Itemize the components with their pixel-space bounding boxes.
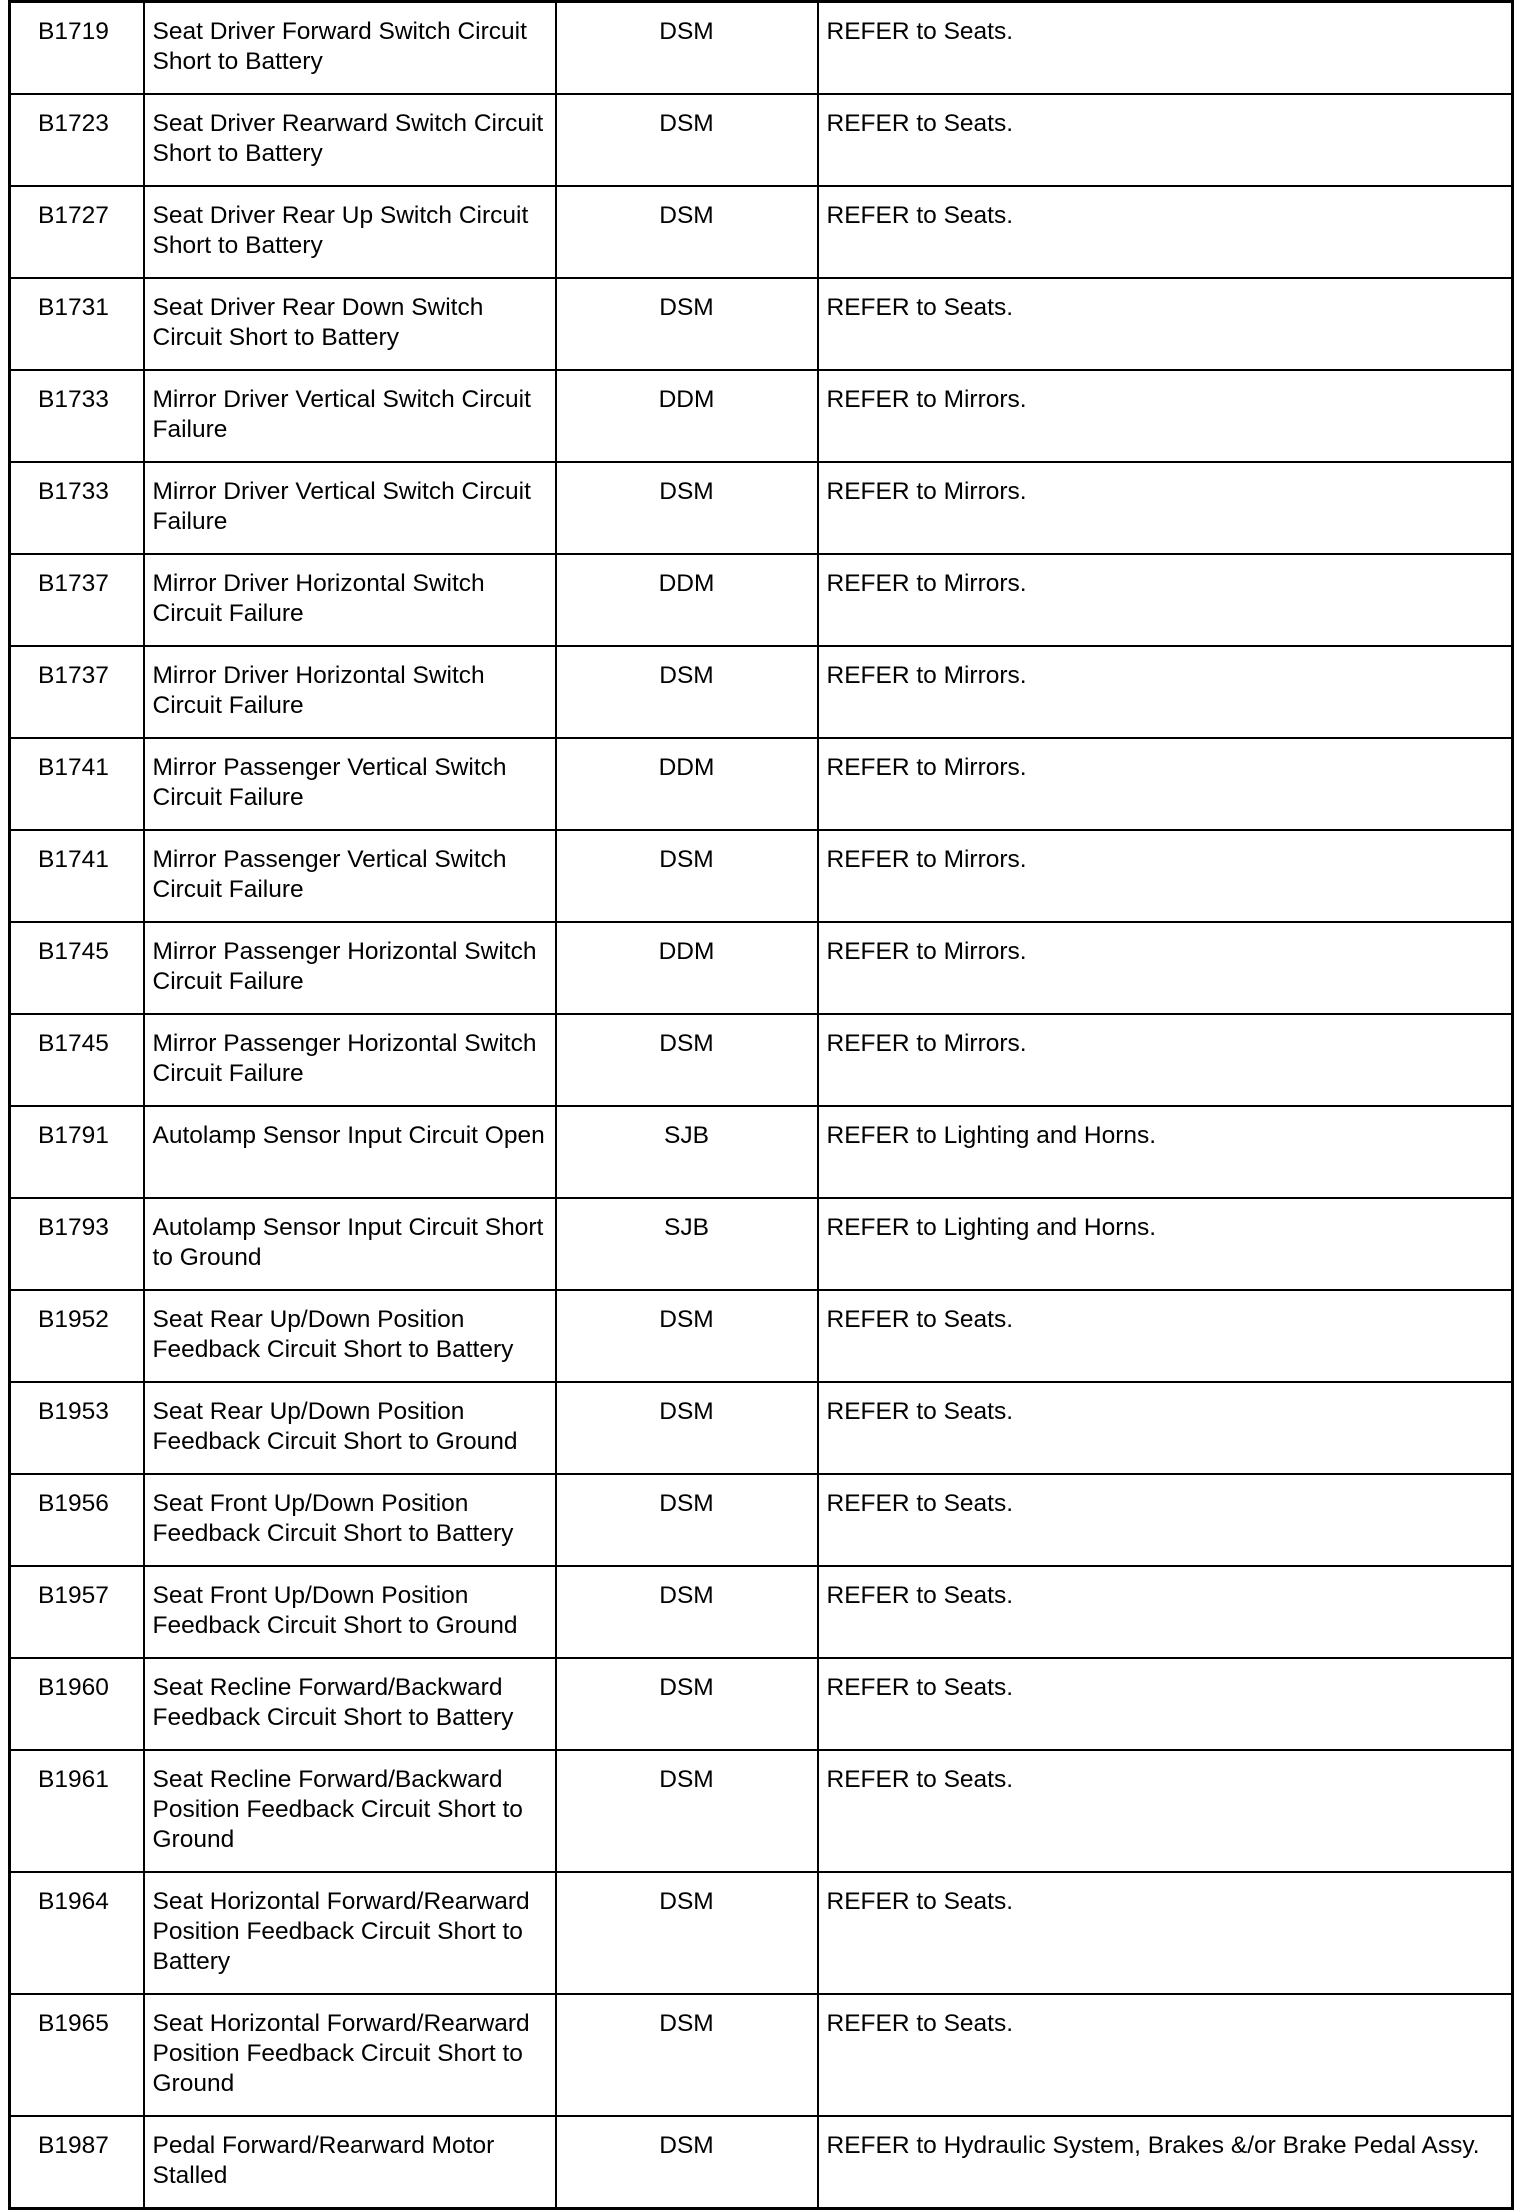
dtc-code-cell: B1961 [10, 1750, 144, 1872]
dtc-action-cell: REFER to Seats. [818, 1994, 1513, 2116]
table-row [10, 2116, 1513, 2209]
table-row [10, 1566, 1513, 1658]
table-row [10, 1658, 1513, 1750]
dtc-module-cell: DSM [556, 1382, 818, 1474]
dtc-description-cell: Seat Recline Forward/Backward Position Feedback Circuit Short to Ground [144, 1750, 556, 1872]
dtc-action-cell: REFER to Seats. [818, 94, 1513, 186]
dtc-module-cell: DSM [556, 1566, 818, 1658]
dtc-module-cell: DSM [556, 2116, 818, 2209]
dtc-action-cell: REFER to Mirrors. [818, 370, 1513, 462]
dtc-action-cell: REFER to Seats. [818, 1290, 1513, 1382]
dtc-code-cell: B1733 [10, 462, 144, 554]
dtc-description-cell: Seat Rear Up/Down Position Feedback Circuit Short to Battery [144, 1290, 556, 1382]
dtc-module-cell: DSM [556, 2, 818, 95]
dtc-action-cell: REFER to Seats. [818, 278, 1513, 370]
dtc-description-cell: Seat Driver Rearward Switch Circuit Short to Battery [144, 94, 556, 186]
dtc-code-cell: B1987 [10, 2116, 144, 2209]
dtc-module-cell: DSM [556, 462, 818, 554]
dtc-module-cell: DSM [556, 278, 818, 370]
table-row [10, 1474, 1513, 1566]
table-row [10, 554, 1513, 646]
dtc-action-cell: REFER to Mirrors. [818, 554, 1513, 646]
dtc-description-cell: Seat Front Up/Down Position Feedback Circuit Short to Battery [144, 1474, 556, 1566]
dtc-action-cell: REFER to Hydraulic System, Brakes &/or Brake Pedal Assy. [818, 2116, 1513, 2209]
dtc-module-cell: DSM [556, 1658, 818, 1750]
table-row [10, 1872, 1513, 1994]
table-row [10, 462, 1513, 554]
dtc-table [8, 0, 1514, 2210]
dtc-module-cell: DSM [556, 186, 818, 278]
dtc-module-cell: DDM [556, 738, 818, 830]
dtc-description-cell: Mirror Driver Vertical Switch Circuit Failure [144, 370, 556, 462]
dtc-action-cell: REFER to Seats. [818, 1872, 1513, 1994]
dtc-description-cell: Mirror Passenger Horizontal Switch Circuit Failure [144, 1014, 556, 1106]
table-row [10, 1198, 1513, 1290]
table-row [10, 738, 1513, 830]
dtc-action-cell: REFER to Seats. [818, 2, 1513, 95]
dtc-code-cell: B1745 [10, 1014, 144, 1106]
dtc-action-cell: REFER to Mirrors. [818, 462, 1513, 554]
dtc-code-cell: B1791 [10, 1106, 144, 1198]
dtc-description-cell: Autolamp Sensor Input Circuit Open [144, 1106, 556, 1198]
dtc-code-cell: B1956 [10, 1474, 144, 1566]
table-row [10, 1382, 1513, 1474]
table-row [10, 186, 1513, 278]
dtc-code-cell: B1727 [10, 186, 144, 278]
dtc-action-cell: REFER to Mirrors. [818, 1014, 1513, 1106]
table-row [10, 2, 1513, 95]
table-row [10, 1106, 1513, 1198]
table-row [10, 370, 1513, 462]
dtc-module-cell: SJB [556, 1198, 818, 1290]
dtc-action-cell: REFER to Seats. [818, 186, 1513, 278]
dtc-module-cell: DSM [556, 1474, 818, 1566]
dtc-description-cell: Seat Rear Up/Down Position Feedback Circuit Short to Ground [144, 1382, 556, 1474]
dtc-description-cell: Pedal Forward/Rearward Motor Stalled [144, 2116, 556, 2209]
dtc-code-cell: B1957 [10, 1566, 144, 1658]
table-row [10, 1290, 1513, 1382]
dtc-code-cell: B1737 [10, 554, 144, 646]
dtc-module-cell: SJB [556, 1106, 818, 1198]
dtc-action-cell: REFER to Mirrors. [818, 738, 1513, 830]
dtc-code-cell: B1723 [10, 94, 144, 186]
dtc-description-cell: Seat Driver Rear Up Switch Circuit Short to Battery [144, 186, 556, 278]
dtc-action-cell: REFER to Seats. [818, 1566, 1513, 1658]
dtc-code-cell: B1733 [10, 370, 144, 462]
dtc-description-cell: Mirror Passenger Vertical Switch Circuit Failure [144, 738, 556, 830]
dtc-module-cell: DDM [556, 554, 818, 646]
dtc-code-cell: B1719 [10, 2, 144, 95]
dtc-code-cell: B1731 [10, 278, 144, 370]
dtc-action-cell: REFER to Seats. [818, 1658, 1513, 1750]
dtc-action-cell: REFER to Mirrors. [818, 922, 1513, 1014]
table-row [10, 922, 1513, 1014]
dtc-code-cell: B1737 [10, 646, 144, 738]
dtc-description-cell: Seat Driver Forward Switch Circuit Short to Battery [144, 2, 556, 95]
dtc-description-cell: Autolamp Sensor Input Circuit Short to Ground [144, 1198, 556, 1290]
dtc-table-body [10, 2, 1513, 2209]
dtc-code-cell: B1953 [10, 1382, 144, 1474]
dtc-module-cell: DSM [556, 830, 818, 922]
dtc-action-cell: REFER to Seats. [818, 1750, 1513, 1872]
dtc-code-cell: B1745 [10, 922, 144, 1014]
dtc-description-cell: Mirror Driver Vertical Switch Circuit Failure [144, 462, 556, 554]
dtc-description-cell: Mirror Driver Horizontal Switch Circuit Failure [144, 554, 556, 646]
table-row [10, 1750, 1513, 1872]
dtc-code-cell: B1741 [10, 738, 144, 830]
table-row [10, 1014, 1513, 1106]
dtc-module-cell: DSM [556, 646, 818, 738]
dtc-description-cell: Seat Recline Forward/Backward Feedback Circuit Short to Battery [144, 1658, 556, 1750]
dtc-module-cell: DDM [556, 922, 818, 1014]
dtc-action-cell: REFER to Seats. [818, 1474, 1513, 1566]
dtc-description-cell: Seat Horizontal Forward/Rearward Position Feedback Circuit Short to Battery [144, 1872, 556, 1994]
dtc-description-cell: Mirror Driver Horizontal Switch Circuit Failure [144, 646, 556, 738]
dtc-code-cell: B1960 [10, 1658, 144, 1750]
table-row [10, 278, 1513, 370]
dtc-module-cell: DSM [556, 1994, 818, 2116]
dtc-action-cell: REFER to Mirrors. [818, 830, 1513, 922]
dtc-code-cell: B1793 [10, 1198, 144, 1290]
dtc-module-cell: DSM [556, 1014, 818, 1106]
dtc-description-cell: Seat Driver Rear Down Switch Circuit Short to Battery [144, 278, 556, 370]
dtc-code-cell: B1741 [10, 830, 144, 922]
dtc-module-cell: DDM [556, 370, 818, 462]
dtc-description-cell: Seat Front Up/Down Position Feedback Circuit Short to Ground [144, 1566, 556, 1658]
dtc-description-cell: Seat Horizontal Forward/Rearward Position Feedback Circuit Short to Ground [144, 1994, 556, 2116]
table-row [10, 646, 1513, 738]
dtc-module-cell: DSM [556, 94, 818, 186]
dtc-module-cell: DSM [556, 1872, 818, 1994]
dtc-action-cell: REFER to Lighting and Horns. [818, 1106, 1513, 1198]
dtc-description-cell: Mirror Passenger Vertical Switch Circuit Failure [144, 830, 556, 922]
dtc-action-cell: REFER to Mirrors. [818, 646, 1513, 738]
table-row [10, 830, 1513, 922]
dtc-action-cell: REFER to Lighting and Horns. [818, 1198, 1513, 1290]
dtc-module-cell: DSM [556, 1750, 818, 1872]
dtc-code-cell: B1965 [10, 1994, 144, 2116]
dtc-description-cell: Mirror Passenger Horizontal Switch Circuit Failure [144, 922, 556, 1014]
dtc-code-cell: B1964 [10, 1872, 144, 1994]
dtc-code-cell: B1952 [10, 1290, 144, 1382]
dtc-module-cell: DSM [556, 1290, 818, 1382]
dtc-action-cell: REFER to Seats. [818, 1382, 1513, 1474]
table-row [10, 94, 1513, 186]
table-row [10, 1994, 1513, 2116]
